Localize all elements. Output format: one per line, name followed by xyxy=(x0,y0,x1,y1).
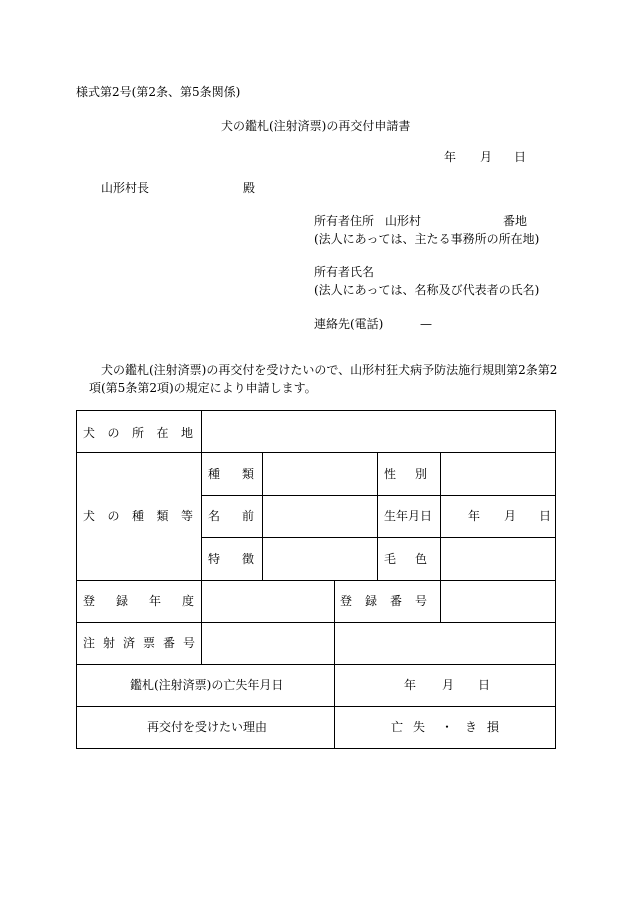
contact-label: 連絡先(電話) xyxy=(314,317,384,331)
date-year: 年 xyxy=(444,150,457,164)
owner-address-banchi: 番地 xyxy=(503,214,528,228)
body-text-line1: 犬の鑑札(注射済票)の再交付を受けたいので、山形村狂犬病予防法施行規則第2条第2 xyxy=(101,363,558,377)
label-registration-number: 登録番号 xyxy=(340,594,441,608)
field-birth-date[interactable] xyxy=(441,496,555,537)
label-dog-name: 名前 xyxy=(208,509,277,523)
body-text-line2: 項(第5条第2項)の規定により申請します。 xyxy=(89,381,317,395)
birth-month: 月 xyxy=(504,509,517,523)
birth-day: 日 xyxy=(539,509,552,523)
application-form-table xyxy=(76,410,556,749)
field-features[interactable] xyxy=(263,538,377,580)
label-dog-location-text: 犬の所在地 xyxy=(83,426,206,440)
field-dog-location[interactable] xyxy=(202,411,555,452)
field-breed[interactable] xyxy=(263,453,377,495)
field-registration-year[interactable] xyxy=(202,581,334,622)
label-sex: 性別 xyxy=(384,467,447,481)
label-dog-location xyxy=(83,426,206,440)
addressee-name: 山形村長 xyxy=(101,181,150,195)
date-day: 日 xyxy=(514,150,527,164)
owner-name-label: 所有者氏名 xyxy=(314,265,375,279)
field-loss-date[interactable] xyxy=(335,665,555,706)
label-dog-details: 犬の種類等 xyxy=(83,509,206,523)
form-title: 犬の鑑札(注射済票)の再交付申請書 xyxy=(221,119,411,133)
label-injection-tag-number: 注射済票番号 xyxy=(83,636,204,650)
contact-dash: — xyxy=(420,317,432,331)
label-breed: 種類 xyxy=(208,467,277,481)
field-coat-color[interactable] xyxy=(441,538,555,580)
date-month: 月 xyxy=(480,150,493,164)
loss-month: 月 xyxy=(442,678,455,692)
birth-year: 年 xyxy=(468,509,481,523)
label-features: 特徴 xyxy=(208,552,277,566)
label-registration-year: 登録年度 xyxy=(83,594,216,608)
field-injection-tag-extra[interactable] xyxy=(335,623,555,664)
owner-name-note: (法人にあっては、名称及び代表者の氏名) xyxy=(314,283,540,297)
reason-option-loss[interactable]: 亡失 xyxy=(391,720,436,734)
field-dog-name[interactable] xyxy=(263,496,377,537)
field-injection-tag-number[interactable] xyxy=(202,623,334,664)
field-registration-number[interactable] xyxy=(441,581,555,622)
loss-year: 年 xyxy=(404,678,417,692)
reason-separator: ・ xyxy=(441,720,454,734)
owner-address-note: (法人にあっては、主たる事務所の所在地) xyxy=(314,232,540,246)
loss-day: 日 xyxy=(478,678,491,692)
label-reissue-reason: 再交付を受けたい理由 xyxy=(147,720,268,734)
reason-option-damage[interactable]: き損 xyxy=(465,720,510,734)
field-sex[interactable] xyxy=(441,453,555,495)
owner-address-village: 山形村 xyxy=(385,214,422,228)
label-coat-color: 毛色 xyxy=(384,552,447,566)
label-birth-date: 生年月日 xyxy=(384,509,433,523)
label-loss-date: 鑑札(注射済票)の亡失年月日 xyxy=(130,678,284,692)
owner-address-label: 所有者住所 xyxy=(314,214,375,228)
addressee-honorific: 殿 xyxy=(243,181,256,195)
form-number: 様式第2号(第2条、第5条関係) xyxy=(76,85,241,99)
